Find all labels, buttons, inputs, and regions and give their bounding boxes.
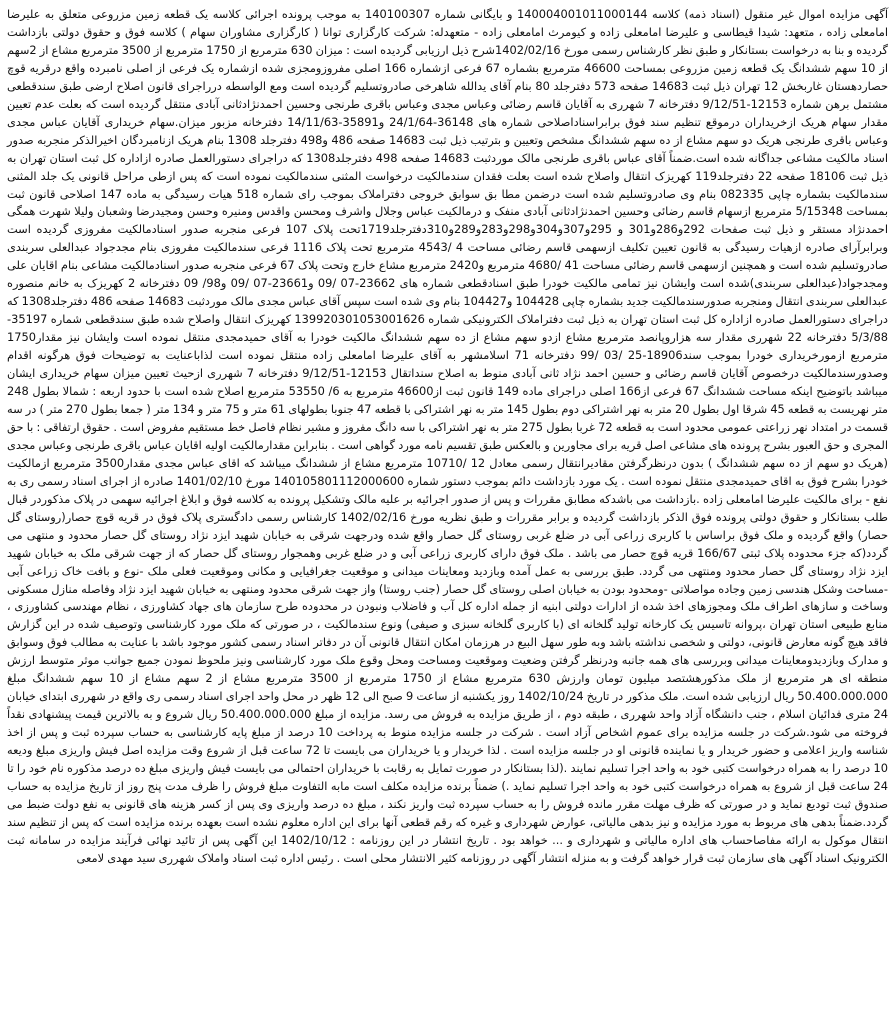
notice-text: آگهی مزایده اموال غیر منقول (اسناد ذمه) کلاسه 140004001011000144 و بایگانی شماره 140100307 به موجب پرونده اجرائی کلاسه یک قطعه زمین مزروعی متعلق به علیرضا امامعلی زاده ، متعهد: شیدا قیطاسی و علیرضا امامعلی زاده و کیومرث امامعلی زاده - متعهدله: شرکت کارگزاری توانا ( کارگزاری مشاوران سهام ) کلاسه فوق و حقوق دولتی بازداشت گردیده و بنا به درخواست بستانکار و طبق نظر کارشناس رسمی مورخ 1402/02/16شرح ذیل ارزیابی گردیده است : میزان 630 مترمربع از 1750 مترمربع از 3500 مترمربع مشاع از 2سهم از 10 سهم ششدانگ یک قطعه زمین مزروعی بمساحت 46600 مترمربع بشماره 67 فرعی ازشماره 166 اصلی مفروزومجزی شده ازشماره یک فرعی از اصلی نامبرده واقع درقریه قوچ حصاردهستان غاربخش 12 تهران ذیل ثبت 14683 صفحه 573 دفترجلد 80 بنام آقای یدالله شاهرخی صادروتسلیم گردیده است ومع الواسطه درراجرای قانون اصلاح ارضی طبق سندقطعی مشتمل برهن شماره 12153-9/12/51 دفترخانه 7 شهرری به آقایان قاسم رضائی وعباس مجدی وعباس باقری طرنجی وحسین احمدنژادثانی آبادی منتقل گردیده است که بعلت عدم تعیین مقدار سهام هریک ازخریداران درموقع تنظیم سند فوق برابراسناداصلاحی شماره های 36148-24/1/64 و35891-14/11/63 دفترخانه مزبور میزان.سهام خریداری آقایان عباس مجدی وعباس باقری طرنجی هریک دو سهم مشاع از ده سهم ششدانگ مشخص وتعیین و بترتیب ذیل ثبت 14683 صفحه 486 و498 دفترجلد 1308 بنام هریک ازنامبردگان اخیرالذکر منجربه صدور اسناد مالکیت مشاعی جداگانه شده است.ضمناً آقای عباس باقری طرنجی مالک موردثبت 14683 صفحه 498 دفترجلد1308 که دراجرای دستورالعمل صادره ازاداره کل ثبت استان تهران به ذیل ثبت 18106 صفحه 22 دفترجلد119 کهریزک انتقال واصلاح شده است بعلت فقدان سندمالکیت درخواست المثنی سندمالکیت نموده است که پس ازطی مراحل قانونی یک جلد المثنی سندمالکیت بشماره چاپی 082335 بنام وی صادروتسلیم شده است درضمن مطا بق سوابق خروجی دفتراملاک بموجب رای شماره 518 هیات رسیدگی به ماده 147 اصلاحی قانون ثبت بمساحت 5/15348 مترمربع ازسهام قاسم رضائی وحسین احمدنژادثانی آبادی منفک و درمالکیت عباس وجلال واشرف ومحسن واقدس ومنیره وحسن ومجیدرضا وشعبان ولیلا شهرت همگی احمدنژاد مستقر و ذیل ثبت صفحات 292و286و301 و 295و307و304و298و283و289و310دفترجلد1719تحت پلاک 107 فرعی منجربه صدور اسنادمالکیت مفروزی گردیده است وبرابرآرای صادره ازهیات رسیدگی به قانون تعیین تکلیف ازسهمی قاسم رضائی مساحت 4 /4543 مترمربع تحت پلاک 1116 فرعی سندمالکیت مفروزی بنام مجدجواد عبدالعلی سربندی صادروتسلیم شده است و همچنین ازسهمی قاسم رضائی مساحت 41 /4680 مترمربع و2420 مترمربع مشاع خارج وتحت پلاک 67 فرعی منجربه صدور اسنادمالکیت مشاعی بنام اقایان علی ومجدجواد(عبدالعلی سربندی)شده است وایشان نیز تمامی مالکیت خودرا طبق اسنادقطعی شماره های 23662-07 /09 و23661-07 /09 و98/ 09 دفترخانه 2 کهریزک به خانم منصوره عبدالعلی سربندی انتقال ومنجربه صدورسندمالکیت جدید بشماره چاپی 104428 و104427 بنام وی شده است سپس آقای عباس مجدی مالک موردثبت 14683 صفحه 486 دفترجلد1308 که دراجرای دستورالعمل صادره ازاداره کل ثبت استان تهران به ذیل ثبت دفتراملاک الکترونیکی شماره 139920301053001626 کهریزک انتقال واصلاح شده طبق سندقطعی شماره 35197-5/3/88 دفترخانه 22 شهرری مقدار سه هزاروپانصد مترمربع مشاع ازدو سهم مشاع از ده سهم ششدانگ مالکیت خودرا به آقای حمیدمجدی منتقل نموده است وایشان نیز مقدار1750 مترمربع ازمورخریداری خودرا بموجب سند18906-25 /03 /99 دفترخانه 71 اسلامشهر به آقای علیرضا امامعلی زاده منتقل نموده است لذاباعنایت به توضیحات فوق هرگونه اقدام وصدورسندمالکیت درخصوص آقایان قاسم رضائی و حسین احمد نژاد ثانی آبادی منوط به اصلاح سنداتقال 12153-9/12/51 دفترخانه 7 شهرری ازحیث تعیین میزان سهام خریداری ایشان میباشد باتوضیح اینکه مساحت ششدانگ 67 فرعی از166 اصلی دراجرای ماده 149 قانون ثبت از46600 مترمربع به 6/ 53550 مترمربع اصلاح شده است با حدود اربعه : شمالا بطول 248 متر نهریست به قطعه 45 شرقا اول بطول 20 متر به نهر اشتراکی دوم بطول 145 متر به نهر اشتراکی با قطعه 47 جنوبا بطولهای 61 متر و 75 متر و 134 متر ( جمعا بطول 270 متر ) در سه قسمت در امتداد نهر زراعتی عمومی محدود است به قطعه 72 غربا بطول 275 متر به نهر اشتراکی با سه دانگ مفروز و مشیر نظام فاصل خط مستقیم مفروض است . حقوق ارتفاقی : با حق المجری و حق العبور بشرح پرونده های مشاعی اصل قریه برای مجاورین و بالعکس طبق تقسیم نامه مورد گواهی است . بنابراین مقدارمالکیت اولیه اقایان عباس باقری طرنجی وعباس مجدی (هریک دو سهم از ده سهم ششدانگ ) بدون درنظرگرفتن مقادیرانتقال رسمی معادل 12 /10710 مترمربع مشاع از ششدانگ میباشد که اقای عباس مجدی مقدار3500 مترمربع ازمالکیت خودرا بشرح فوق به اقای حمیدمجدی منتقل نموده است . یک مورد بازداشت دائم بموجب دستور شماره 140105801112000600 مورخ 1401/02/10 صادره از اجرای اسناد رسمی ری به نفع - برای مالکیت علیرضا امامعلی زاده .بازداشت می باشدکه مطابق مقررات و پس از صدور اجرائیه بر علیه مالک وتشکیل پرونده به کلاسه فوق و ابلاغ اجرائیه سهمی در پلاک مذکوردر قبال طلب بستانکار و حقوق دولتی پرونده فوق الذکر بازداشت گردیده و برابر مقررات و طبق نظریه مورخ 1402/02/16 کارشناس رسمی دادگستری پلاک فوق در قریه قوچ حصار(روستای گل حصار) واقع گردیده و ملک فوق براساس با کاربری زراعی آبی در ضلع غربی روستای گل حصار واقع شده ودرجهت شرقی به خیابان شهید ایزد نژاد روستای گل حصار محدود و منتهی می گردد(که جزء محدوده پلاک ثبتی 166/67 قریه قوچ حصار می باشد . ملک فوق دارای کاربری زراعی آبی و در ضلع غربی وهمجوار روستای گل حصار که از جهت شرقی ملک به خیابان شهید ایزد نژاد روستای گل حصار محدود ومنتهی می گردد. طبق بررسی به عمل آمده وبازدید ومعاینات میدانی و موقعیت جغرافیایی و مکانی وموقعیت فعلی ملک -نوع و بافت خاک زراعی آبی -مساحت وشکل هندسی زمین وجاده مواصلاتی -ومحدود بودن به خیابان اصلی روستای گل حصار (جنب روستا) واز جهت شرقی محدود ومنتهی به خیابان شهید ایزد نژاد وفاصله منازل مسکونی وساخت و سازهای اطراف ملک ومجوزهای اخذ شده از ادارات دولتی ابنیه از جمله اداره کل آب و فاضلاب ونبودن در محدوده طرح سازمان های جهاد کشاورزی ، نظام مهندسی کشاورزی ، منابع طبیعی استان تهران ،پروانه تاسیس یک کارخانه تولید گلخانه ای (با کاربری گلخانه سبزی و صیفی) ونوع سندمالکیت ، در صورتی که ملک مورد کارشناسی وتوصیف شده در این گزارش فاقد هیچ گونه معارض قانونی، دولتی و شخصی نداشته باشد وبه طور سهل البیع در هرزمان امکان انتقال قانونی آن در دفاتر اسناد رسمی کشور موجود باشد با عنایت به مطالب فوق وسوابق و مدارک وبازدیدومعاینات میدانی وبررسی های همه جانبه ودرنظر گرفتن وضعیت وموقعیت ومساحت ومحل وقوع ملک مورد کارشناسی ونیز ملحوظ نمودن جمیع جوانب موثر متوسط ارزش منطقه ای هر مترمربع از ملک مذکورهشتصد میلیون تومان وارزش 630 مترمربع مشاع از 1750 مترمربع از 3500 مترمربع مشاع از 2 سهم مشاع از 10 سهم ششدانگ مبلغ 50.400.000.000 ریال ارزیابی شده است. ملک مذکور در تاریخ 1402/10/24 روز یکشنبه از ساعت 9 صبح الی 12 ظهر در محل واحد اجرای اسناد رسمی ری واقع در شهرری ابتدای خیابان 24 متری فدائیان اسلام ، جنب دانشگاه آزاد واحد شهرری ، طبقه دوم ، از طریق مزایده به فروش می رسد. مزایده از مبلغ 50.400.000.000 ریال شروع و به بالاترین قیمت پیشنهادی نقداً فروخته می شود.شرکت در جلسه مزایده برای عموم اشخاص آزاد است . شرکت در جلسه مزایده منوط به پرداخت 10 درصد از مبلغ پایه کارشناسی به حساب سپرده ثبت و پس از اخذ شناسه واریز اعلامی و حضور خریدار و یا نماینده قانونی او در جلسه مزایده است . لذا خریدار و یا خریداران می بایست تا 72 ساعت قبل از شروع وقت مزایده اصل فیش واریزی مبلغ ودیعه 10 درصد را به همراه درخواست کتبی خود به واحد اجرا تسلیم نمایند .(لذا بستانکار در صورت تمایل به رقابت با خریداران احتمالی می بایست فیش واریزی مبلغ ده درصد مذکوره نام خود را تا 24 ساعت قبل از شروع به همراه درخواست کتبی خود به واحد اجرا تسلیم نماید .) ضمناً برنده مزایده مکلف است مابه التفاوت مبلغ فروش را ظرف مدت پنج روز از تاریخ مزایده به حساب صندوق ثبت تودیع نماید و در صورتی که ظرف مهلت مقرر مانده فروش را به حساب سپرده ثبت واریز نکند ، مبلغ ده درصد واریزی وی پس از کسر هزینه های قانونی به نفع دولت ضبط می گردد.ضمناً بدهی های مربوط به مورد مزایده و نیز بدهی مالیاتی، عوارض شهرداری و غیره که رقم قطعی آنها برای این اداره معلوم نشده است بعهده برنده مزایده است که پس از تنظیم سند انتقال موکول به ارائه مفاصاحساب های اداره مالیاتی و شهرداری و ... خواهد بود . تاریخ انتشار در این روزنامه : 1402/10/12 این آگهی پس از تائید نهائی فرآیند مزایده در سامانه ثبت الکترونیک اسناد آگهی های سازمان ثبت قرار خواهد گرفت و به منزله انتشار آگهی در روزنامه کثیر الانتشار محلی است . رئیس اداره ثبت اسناد واملاک شهرری سید مهدی لامعی xyxy=(7,7,889,865)
